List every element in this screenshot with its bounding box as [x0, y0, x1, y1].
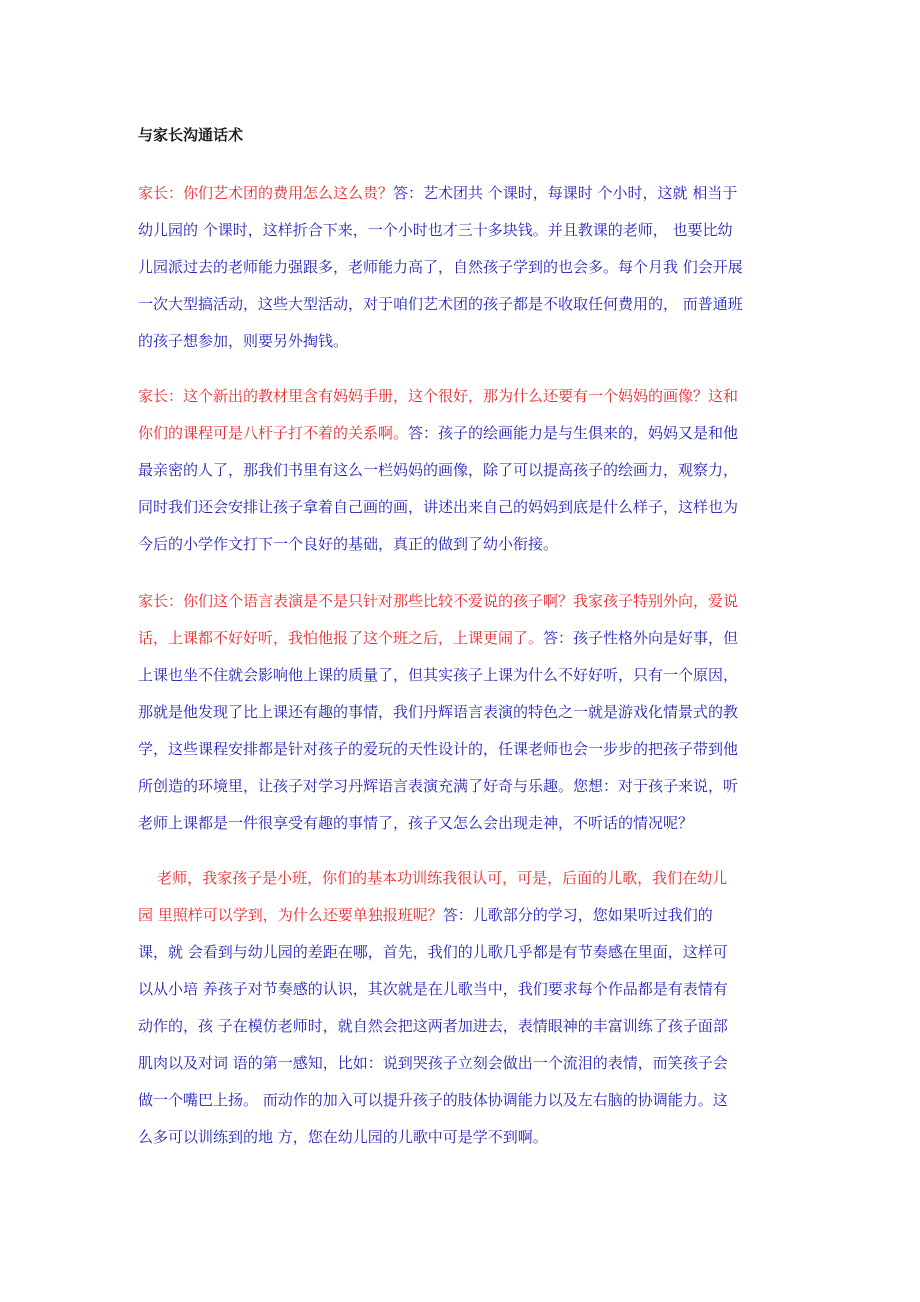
question-text: 家长：这个新出的教材里含有妈妈手册，这个很好，那为什么还要有一个妈妈的画像？这和 — [138, 387, 739, 405]
qa-paragraph-3 — [138, 583, 798, 842]
text-line — [138, 323, 798, 360]
text-line — [138, 583, 798, 620]
text-line — [138, 934, 798, 971]
answer-text: 所创造的环境里，让孩子对学习丹辉语言表演充满了好奇与乐趣。您想：对于孩子来说，听 — [138, 777, 739, 795]
text-line — [138, 489, 798, 526]
answer-text: 同时我们还会安排让孩子拿着自己画的画，讲述出来自己的妈妈到底是什么样子，这样也为 — [138, 498, 739, 516]
answer-text: 上课也坐不住就会影响他上课的质量了，但其实孩子上课为什么不好好听，只有一个原因， — [138, 666, 739, 684]
answer-text: 答：孩子的绘画能力是与生俱来的，妈妈又是和他 — [408, 424, 739, 442]
text-line — [138, 1008, 798, 1045]
question-text: 老师，我家孩子是小班，你们的基本功训练我很认可，可是，后面的儿歌，我们在幼儿 — [138, 869, 728, 887]
qa-paragraph-2 — [138, 378, 798, 563]
answer-text: 今后的小学作文打下一个良好的基础，真正的做到了幼小衔接。 — [138, 535, 559, 553]
answer-text: 答：艺术团共 个课时，每课时 个小时，这就 相当于 — [393, 184, 738, 202]
text-line — [138, 1082, 798, 1119]
answer-text: 幼儿园的 个课时，这样折合下来，一个小时也才三十多块钱。并且教课的老师， 也要比幼 — [138, 221, 733, 239]
text-line — [138, 694, 798, 731]
text-line — [138, 620, 798, 657]
answer-text: 做一个嘴巴上扬。 而动作的加入可以提升孩子的肢体协调能力以及左右脑的协调能力。这 — [138, 1091, 728, 1109]
text-line — [138, 526, 798, 563]
answer-text: 最亲密的人了，那我们书里有这么一栏妈妈的画像，除了可以提高孩子的绘画力，观察力， — [138, 461, 739, 479]
text-line — [138, 657, 798, 694]
text-line — [138, 378, 798, 415]
question-text: 园 里照样可以学到，为什么还要单独报班呢？ — [138, 906, 443, 924]
qa-paragraph-4 — [138, 860, 798, 1156]
answer-text: 那就是他发现了比上课还有趣的事情，我们丹辉语言表演的特色之一就是游戏化情景式的教 — [138, 703, 739, 721]
text-line — [138, 971, 798, 1008]
text-line — [138, 731, 798, 768]
text-line — [138, 768, 798, 805]
question-text: 话，上课都不好好听，我怕他报了这个班之后，上课更闹了。 — [138, 629, 544, 647]
text-line — [138, 897, 798, 934]
text-line — [138, 805, 798, 842]
question-text: 家长：你们艺术团的费用怎么这么贵？ — [138, 184, 394, 202]
text-line — [138, 1119, 798, 1156]
text-line — [138, 175, 798, 212]
question-text: 家长：你们这个语言表演是不是只针对那些比较不爱说的孩子啊？我家孩子特别外向，爱说 — [138, 592, 739, 610]
text-line — [138, 1045, 798, 1082]
qa-paragraph-1 — [138, 175, 798, 360]
answer-text: 学，这些课程安排都是针对孩子的爱玩的天性设计的，任课老师也会一步步的把孩子带到他 — [138, 740, 739, 758]
answer-text: 以从小培 养孩子对节奏感的认识，其次就是在儿歌当中，我们要求每个作品都是有表情有 — [138, 980, 728, 998]
answer-text: 答：孩子性格外向是好事，但 — [543, 629, 739, 647]
document-title: 与家长沟通话术 — [138, 126, 244, 144]
answer-text: 答：儿歌部分的学习，您如果听过我们的 — [442, 906, 713, 924]
text-line — [138, 249, 798, 286]
answer-text: 老师上课都是一件很享受有趣的事情了，孩子又怎么会出现走神，不听话的情况呢？ — [138, 814, 694, 832]
question-text: 你们的课程可是八杆子打不着的关系啊。 — [138, 424, 409, 442]
answer-text: 肌肉以及对词 语的第一感知，比如：说到哭孩子立刻会做出一个流泪的表情，而笑孩子会 — [138, 1054, 728, 1072]
text-line — [138, 415, 798, 452]
answer-text: 课，就 会看到与幼儿园的差距在哪，首先，我们的儿歌几乎都是有节奏感在里面，这样可 — [138, 943, 728, 961]
answer-text: 儿园派过去的老师能力强跟多，老师能力高了，自然孩子学到的也会多。每个月我 们会开展 — [138, 258, 743, 276]
text-line — [138, 286, 798, 323]
text-line — [138, 452, 798, 489]
answer-text: 动作的，孩 子在模仿老师时，就自然会把这两者加进去，表情眼神的丰富训练了孩子面部 — [138, 1017, 728, 1035]
answer-text: 一次大型搞活动，这些大型活动，对于咱们艺术团的孩子都是不收取任何费用的， 而普通班 — [138, 295, 743, 313]
answer-text: 么多可以训练到的地 方，您在幼儿园的儿歌中可是学不到啊。 — [138, 1128, 548, 1146]
text-line — [138, 860, 798, 897]
text-line — [138, 212, 798, 249]
answer-text: 的孩子想参加，则要另外掏钱。 — [138, 332, 349, 350]
